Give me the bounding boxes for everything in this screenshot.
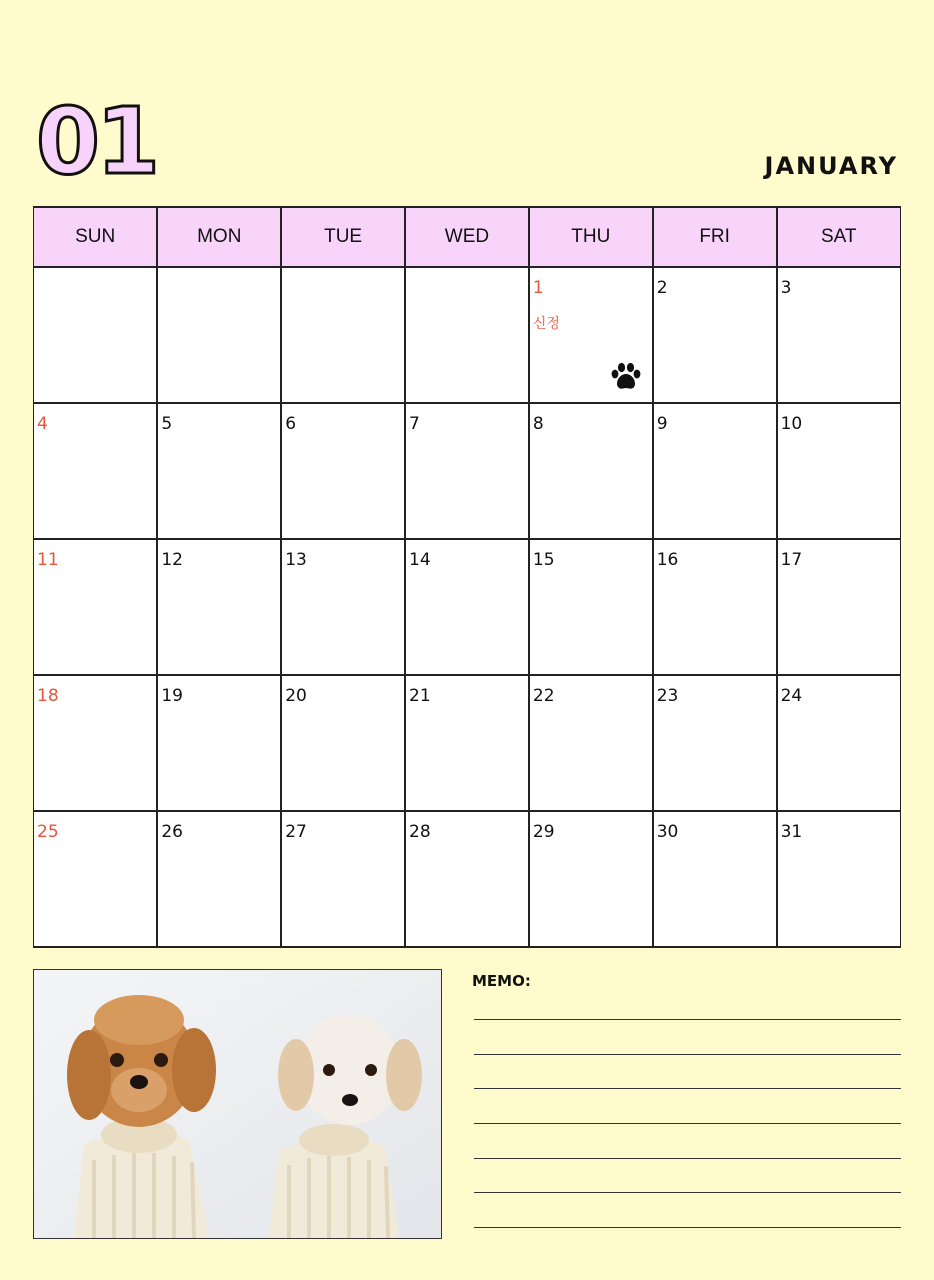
day-cell [157, 811, 281, 947]
day-cell [777, 675, 901, 811]
day-number: 17 [780, 550, 803, 570]
day-cell [653, 267, 777, 403]
weekday-tue: TUE [281, 207, 405, 267]
weekday-wed: WED [405, 207, 529, 267]
weekday-thu: THU [529, 207, 653, 267]
day-number: 6 [285, 414, 297, 434]
day-cell [405, 539, 529, 675]
day-cell [34, 811, 158, 947]
week-row-1 [34, 267, 901, 403]
week-row-3 [34, 539, 901, 675]
day-cell [529, 403, 653, 539]
day-number: 7 [409, 414, 420, 434]
day-cell [281, 539, 405, 675]
day-cell [529, 539, 653, 675]
memo-line[interactable] [474, 1227, 901, 1228]
day-cell [281, 811, 405, 947]
day-cell [529, 675, 653, 811]
day-number: 12 [161, 550, 183, 570]
day-number: 16 [656, 550, 679, 570]
month-number: 01 [36, 88, 157, 195]
memo-line[interactable] [474, 1123, 901, 1124]
day-cell [157, 403, 281, 539]
holiday-note: 신정 [532, 316, 560, 332]
week-row-5 [34, 811, 901, 947]
week-row-4 [34, 675, 901, 811]
day-cell [281, 403, 405, 539]
day-cell [405, 403, 529, 539]
day-cell [157, 539, 281, 675]
day-number: 13 [285, 550, 307, 570]
day-number: 14 [409, 550, 431, 570]
day-number: 3 [780, 278, 792, 298]
day-cell [405, 675, 529, 811]
memo-label: MEMO: [472, 972, 531, 990]
day-number: 10 [780, 414, 803, 434]
day-number: 29 [532, 822, 555, 842]
day-number: 30 [656, 822, 679, 842]
day-cell [653, 539, 777, 675]
day-cell [405, 811, 529, 947]
day-cell [34, 539, 158, 675]
day-number-sunday: 4 [37, 414, 48, 434]
weekday-sat: SAT [777, 207, 901, 267]
day-number-sunday: 11 [37, 550, 59, 570]
day-number: 24 [780, 686, 803, 706]
day-cell [34, 403, 158, 539]
paw-print-icon [610, 362, 642, 392]
day-cell [777, 539, 901, 675]
memo-line[interactable] [474, 1088, 901, 1089]
weekday-header-row [34, 207, 901, 267]
day-cell-empty [281, 267, 405, 403]
day-number: 31 [780, 822, 803, 842]
weekday-mon: MON [157, 207, 281, 267]
day-cell [777, 811, 901, 947]
day-cell [777, 267, 901, 403]
day-number: 21 [409, 686, 431, 706]
day-number: 2 [656, 278, 668, 298]
day-number-holiday: 1 [532, 278, 544, 298]
day-cell-empty [405, 267, 529, 403]
two-dogs-photo [33, 969, 442, 1239]
day-number: 5 [161, 414, 173, 434]
day-cell [157, 675, 281, 811]
day-cell [653, 811, 777, 947]
two-dogs-in-sweaters-icon [34, 970, 441, 1238]
day-cell-empty [34, 267, 158, 403]
day-cell [529, 267, 653, 403]
day-number-sunday: 18 [37, 686, 59, 706]
memo-line[interactable] [474, 1019, 901, 1020]
day-number: 20 [285, 686, 307, 706]
day-number: 23 [656, 686, 679, 706]
day-cell-empty [157, 267, 281, 403]
day-cell [34, 675, 158, 811]
day-cell [281, 675, 405, 811]
day-cell [653, 675, 777, 811]
calendar-grid [33, 206, 901, 948]
day-cell [653, 403, 777, 539]
day-number: 19 [161, 686, 183, 706]
day-number: 22 [532, 686, 555, 706]
day-number: 27 [285, 822, 307, 842]
day-number: 26 [161, 822, 183, 842]
weekday-fri: FRI [653, 207, 777, 267]
weekday-sun: SUN [34, 207, 158, 267]
day-number-sunday: 25 [37, 822, 59, 842]
memo-line[interactable] [474, 1054, 901, 1055]
day-number: 8 [532, 414, 544, 434]
day-number: 15 [532, 550, 555, 570]
day-cell [777, 403, 901, 539]
memo-line[interactable] [474, 1192, 901, 1193]
day-cell [529, 811, 653, 947]
day-number: 28 [409, 822, 431, 842]
memo-line[interactable] [474, 1158, 901, 1159]
month-name: JANUARY [764, 152, 898, 180]
week-row-2 [34, 403, 901, 539]
day-number: 9 [656, 414, 668, 434]
